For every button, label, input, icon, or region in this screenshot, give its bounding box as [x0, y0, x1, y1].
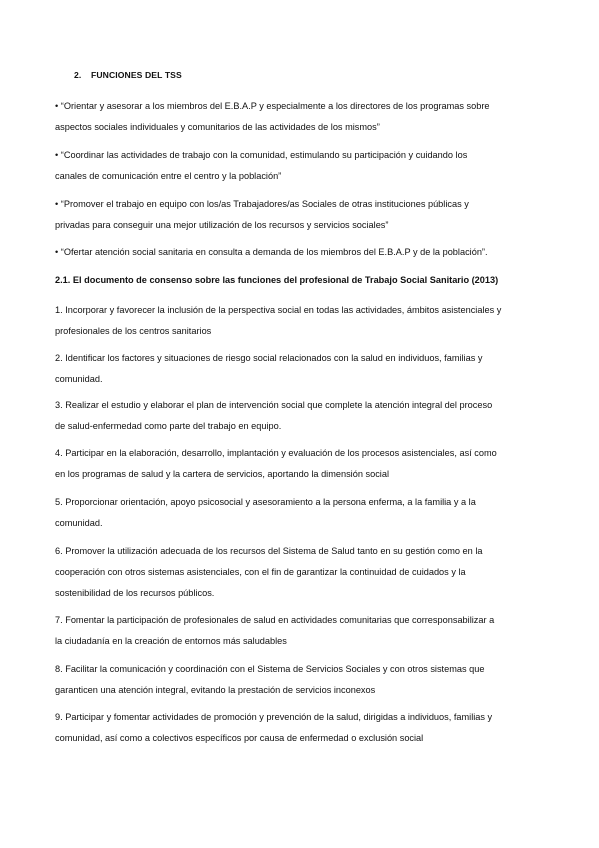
list-item — [55, 492, 545, 534]
bullet-item — [55, 96, 545, 138]
list-item — [55, 610, 545, 652]
list-item-line: cooperación con otros sistemas asistenciales, con el fin de garantizar la continuidad de cuidados y la — [55, 567, 466, 577]
list-item-line: comunidad, así como a colectivos específicos por causa de enfermedad o exclusión social — [55, 733, 424, 743]
list-item-line: 8. Facilitar la comunicación y coordinación con el Sistema de Servicios Sociales y con otros sistemas que — [55, 664, 485, 674]
bullet-line: • “Orientar y asesorar a los miembros del E.B.A.P y especialmente a los directores de los programas sobre — [55, 101, 490, 111]
list-item-line: garanticen una atención integral, evitando la prestación de servicios inconexos — [55, 685, 376, 695]
list-item-line: 3. Realizar el estudio y elaborar el plan de intervención social que complete la atención integral del proceso — [55, 400, 493, 410]
list-item — [55, 395, 545, 437]
bullet-line: privadas para conseguir una mejor utilización de los recursos y servicios sociales” — [55, 220, 389, 230]
section-heading — [74, 70, 182, 80]
list-item-line: 6. Promover la utilización adecuada de los recursos del Sistema de Salud tanto en su gestión como en la — [55, 546, 483, 556]
list-item-line: 1. Incorporar y favorecer la inclusión de la perspectiva social en todas las actividades, ámbitos asistenciales y — [55, 305, 502, 315]
list-item-line: sostenibilidad de los recursos públicos. — [55, 588, 215, 598]
bullet-line: • “Ofertar atención social sanitaria en consulta a demanda de los miembros del E.B.A.P y de la población”. — [55, 247, 488, 257]
list-item — [55, 443, 545, 485]
bullet-item — [55, 194, 545, 236]
list-item-line: 2. Identificar los factores y situaciones de riesgo social relacionados con la salud en individuos, familias y — [55, 353, 483, 363]
list-item — [55, 348, 545, 390]
list-item-line: la ciudadanía en la creación de entornos más saludables — [55, 636, 287, 646]
list-item-line: comunidad. — [55, 518, 103, 528]
list-item-line: de salud-enfermedad como parte del trabajo en equipo. — [55, 421, 282, 431]
list-item — [55, 541, 545, 604]
list-item-line: 5. Proporcionar orientación, apoyo psicosocial y asesoramiento a la persona enferma, a la familia y a la — [55, 497, 476, 507]
list-item — [55, 659, 545, 701]
bullet-item — [55, 242, 545, 263]
list-item-line: 4. Participar en la elaboración, desarrollo, implantación y evaluación de los procesos asistenciales, así como — [55, 448, 497, 458]
section-title: FUNCIONES DEL TSS — [91, 70, 182, 80]
bullet-line: • “Coordinar las actividades de trabajo con la comunidad, estimulando su participación y cuidando los — [55, 150, 468, 160]
list-item — [55, 300, 545, 342]
bullet-line: canales de comunicación entre el centro y la población” — [55, 171, 282, 181]
list-item-line: 9. Participar y fomentar actividades de promoción y prevención de la salud, dirigidas a individuos, familias y — [55, 712, 493, 722]
list-item-line: en los programas de salud y la cartera de servicios, aportando la dimensión social — [55, 469, 389, 479]
list-item-line: comunidad. — [55, 374, 103, 384]
section-number: 2. — [74, 70, 82, 80]
list-item-line: 7. Fomentar la participación de profesionales de salud en actividades comunitarias que corresponsabilizar a — [55, 615, 495, 625]
list-item — [55, 707, 545, 749]
list-item-line: profesionales de los centros sanitarios — [55, 326, 212, 336]
bullet-line: aspectos sociales individuales y comunitarios de las actividades de los mismos” — [55, 122, 380, 132]
bullet-line: • “Promover el trabajo en equipo con los/as Trabajadores/as Sociales de otras instituciones públicas y — [55, 199, 469, 209]
bullet-item — [55, 145, 545, 187]
subsection-heading: 2.1. El documento de consenso sobre las funciones del profesional de Trabajo Social Sanitario (2013) — [55, 275, 499, 285]
